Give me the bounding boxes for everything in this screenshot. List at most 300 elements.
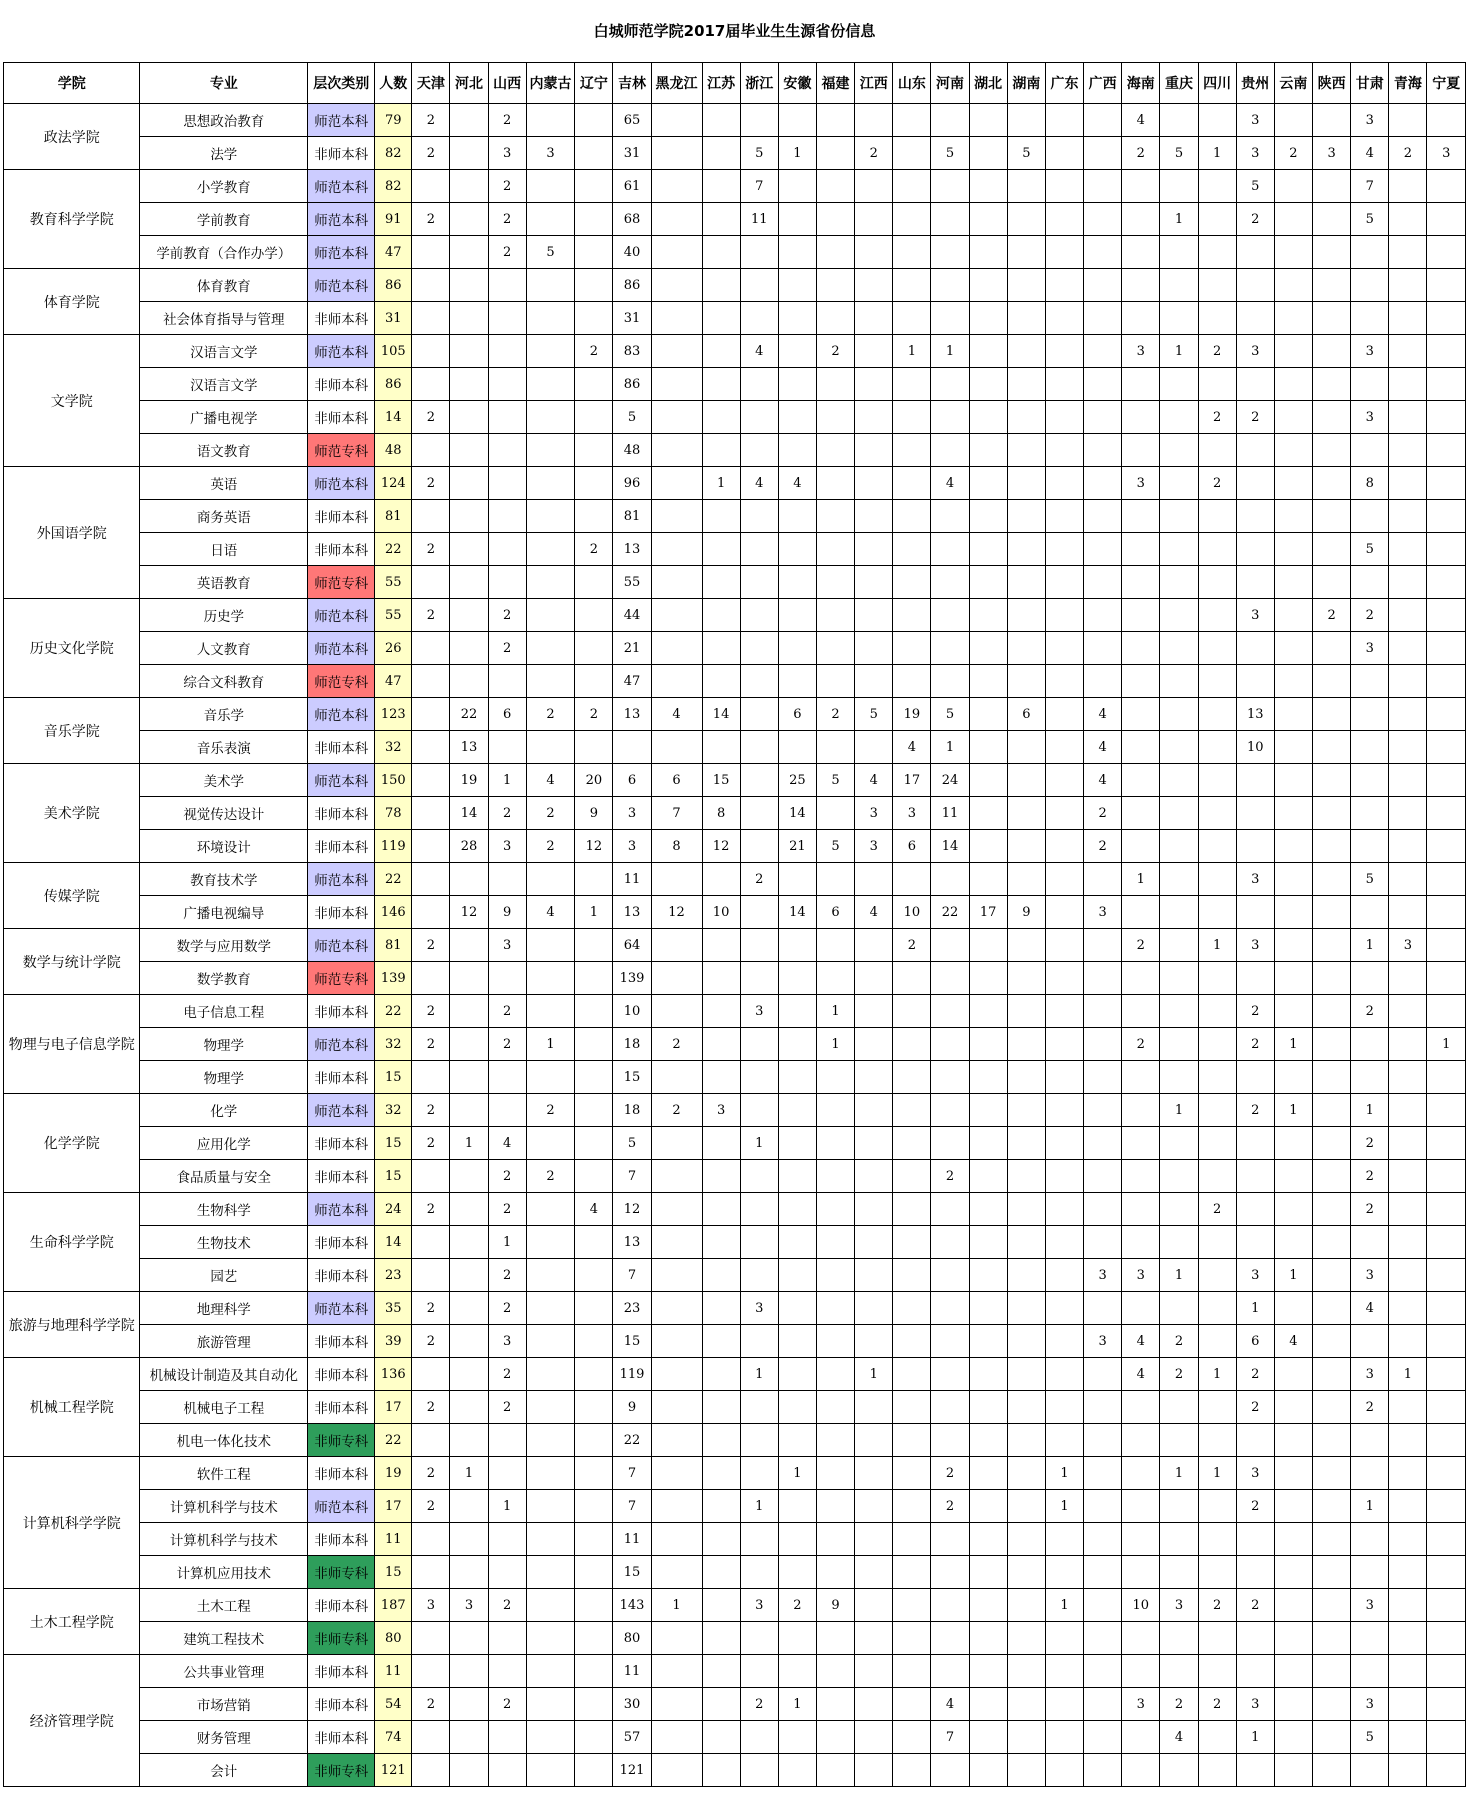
province-count-cell xyxy=(651,170,702,203)
province-count-cell xyxy=(651,434,702,467)
province-count-cell xyxy=(1274,599,1312,632)
province-count-cell xyxy=(1122,434,1160,467)
province-count-cell xyxy=(1274,962,1312,995)
level-badge: 师范本科 xyxy=(308,467,375,500)
table-row xyxy=(4,929,1466,962)
province-count-cell xyxy=(1045,1292,1083,1325)
province-count-cell: 139 xyxy=(613,962,651,995)
province-count-cell xyxy=(893,1061,931,1094)
province-count-cell xyxy=(1198,995,1236,1028)
province-count-cell xyxy=(1351,731,1389,764)
province-count-cell xyxy=(969,500,1007,533)
province-count-cell xyxy=(1045,401,1083,434)
province-count-cell xyxy=(1236,797,1274,830)
province-count-cell xyxy=(1084,1424,1122,1457)
province-count-cell xyxy=(1389,566,1427,599)
province-count-cell xyxy=(1198,1259,1236,1292)
province-count-cell xyxy=(1427,401,1466,434)
province-count-cell xyxy=(893,1688,931,1721)
major-cell: 法学 xyxy=(140,137,308,170)
province-count-cell xyxy=(1160,401,1198,434)
province-count-cell xyxy=(1427,236,1466,269)
major-cell: 物理学 xyxy=(140,1061,308,1094)
province-count-cell xyxy=(1427,467,1466,500)
province-count-cell xyxy=(702,1622,740,1655)
province-count-cell xyxy=(702,1655,740,1688)
province-count-cell xyxy=(1427,830,1466,863)
province-count-cell xyxy=(931,1061,969,1094)
table-row xyxy=(4,1226,1466,1259)
province-count-cell xyxy=(450,1193,488,1226)
province-count-cell xyxy=(1045,533,1083,566)
province-count-cell: 11 xyxy=(613,863,651,896)
province-count-cell xyxy=(1274,566,1312,599)
province-count-cell: 47 xyxy=(613,665,651,698)
province-count-cell xyxy=(651,1721,702,1754)
province-count-cell xyxy=(651,335,702,368)
table-row xyxy=(4,533,1466,566)
province-count-cell xyxy=(893,137,931,170)
province-count-cell xyxy=(1122,401,1160,434)
province-count-cell xyxy=(778,104,816,137)
province-count-cell xyxy=(1084,368,1122,401)
province-count-cell xyxy=(651,632,702,665)
province-count-cell xyxy=(969,764,1007,797)
province-count-cell xyxy=(1160,929,1198,962)
province-count-cell xyxy=(1122,599,1160,632)
province-count-cell xyxy=(1198,1160,1236,1193)
count-cell: 119 xyxy=(375,830,412,863)
province-count-cell xyxy=(1122,566,1160,599)
province-count-cell xyxy=(969,1721,1007,1754)
province-count-cell xyxy=(1389,1028,1427,1061)
province-count-cell: 4 xyxy=(1351,137,1389,170)
province-count-cell: 12 xyxy=(613,1193,651,1226)
province-count-cell xyxy=(1389,434,1427,467)
count-cell: 79 xyxy=(375,104,412,137)
province-count-cell xyxy=(1313,368,1351,401)
province-count-cell: 3 xyxy=(1389,929,1427,962)
province-count-cell: 3 xyxy=(1122,467,1160,500)
province-count-cell xyxy=(1007,170,1045,203)
province-count-cell xyxy=(1236,896,1274,929)
province-count-cell xyxy=(1007,1655,1045,1688)
province-count-cell: 2 xyxy=(488,1028,526,1061)
province-count-cell xyxy=(526,1457,575,1490)
province-count-cell: 2 xyxy=(488,797,526,830)
province-count-cell xyxy=(893,302,931,335)
level-badge: 师范专科 xyxy=(308,434,375,467)
province-count-cell xyxy=(1427,566,1466,599)
province-count-cell xyxy=(1274,335,1312,368)
province-count-cell xyxy=(1236,830,1274,863)
province-count-cell xyxy=(778,929,816,962)
province-count-cell xyxy=(816,1127,854,1160)
province-count-cell xyxy=(1389,1226,1427,1259)
province-count-cell xyxy=(1198,830,1236,863)
count-cell: 48 xyxy=(375,434,412,467)
table-row xyxy=(4,1028,1466,1061)
province-count-cell: 2 xyxy=(1160,1688,1198,1721)
province-count-cell xyxy=(969,632,1007,665)
province-count-cell xyxy=(1313,467,1351,500)
province-count-cell xyxy=(740,500,778,533)
province-count-cell xyxy=(816,170,854,203)
province-count-cell xyxy=(1427,797,1466,830)
province-count-cell: 22 xyxy=(613,1424,651,1457)
province-count-cell xyxy=(1389,599,1427,632)
province-count-cell: 5 xyxy=(1351,1721,1389,1754)
level-badge: 非师本科 xyxy=(308,731,375,764)
province-count-cell xyxy=(778,434,816,467)
province-count-cell xyxy=(702,995,740,1028)
level-badge: 非师专科 xyxy=(308,1424,375,1457)
province-count-cell: 1 xyxy=(1274,1094,1312,1127)
province-count-cell xyxy=(893,1193,931,1226)
province-count-cell: 2 xyxy=(1351,1193,1389,1226)
province-count-cell xyxy=(1045,1721,1083,1754)
level-badge: 非师专科 xyxy=(308,1622,375,1655)
province-count-cell xyxy=(740,632,778,665)
province-count-cell xyxy=(1198,302,1236,335)
province-count-cell xyxy=(1198,1028,1236,1061)
province-count-cell xyxy=(778,1061,816,1094)
level-badge: 师范本科 xyxy=(308,269,375,302)
province-count-cell xyxy=(1122,830,1160,863)
province-count-cell xyxy=(1198,434,1236,467)
province-count-cell xyxy=(1045,830,1083,863)
province-count-cell xyxy=(893,1754,931,1787)
province-count-cell xyxy=(702,1391,740,1424)
province-count-cell: 2 xyxy=(488,1292,526,1325)
province-count-cell xyxy=(1084,1721,1122,1754)
province-count-cell xyxy=(1274,929,1312,962)
province-count-cell xyxy=(1313,1424,1351,1457)
province-count-cell xyxy=(816,1325,854,1358)
province-count-cell: 13 xyxy=(1236,698,1274,731)
table-row xyxy=(4,269,1466,302)
province-count-cell xyxy=(778,1028,816,1061)
table-row xyxy=(4,1061,1466,1094)
province-count-cell xyxy=(1198,269,1236,302)
province-count-cell xyxy=(1274,104,1312,137)
province-count-cell: 13 xyxy=(613,698,651,731)
province-count-cell xyxy=(412,302,450,335)
province-count-cell xyxy=(450,1556,488,1589)
province-count-cell xyxy=(1313,401,1351,434)
major-cell: 音乐学 xyxy=(140,698,308,731)
province-count-cell: 2 xyxy=(1198,1193,1236,1226)
province-count-cell xyxy=(816,599,854,632)
level-badge: 师范本科 xyxy=(308,764,375,797)
province-count-cell: 4 xyxy=(526,896,575,929)
province-count-cell: 7 xyxy=(931,1721,969,1754)
level-badge: 师范专科 xyxy=(308,962,375,995)
province-count-cell: 3 xyxy=(1236,335,1274,368)
table-row xyxy=(4,203,1466,236)
province-count-cell xyxy=(893,566,931,599)
province-count-cell xyxy=(855,1193,893,1226)
province-count-cell xyxy=(702,1259,740,1292)
major-cell: 建筑工程技术 xyxy=(140,1622,308,1655)
province-count-cell xyxy=(1389,665,1427,698)
province-count-cell xyxy=(1084,1358,1122,1391)
province-count-cell xyxy=(450,863,488,896)
province-count-cell xyxy=(1313,1028,1351,1061)
province-count-cell xyxy=(1274,1589,1312,1622)
province-count-cell xyxy=(1236,665,1274,698)
province-count-cell xyxy=(855,1061,893,1094)
province-count-cell: 4 xyxy=(855,896,893,929)
province-count-cell xyxy=(855,1292,893,1325)
province-count-cell xyxy=(1313,1556,1351,1589)
province-count-cell xyxy=(651,467,702,500)
province-count-cell xyxy=(1198,104,1236,137)
province-count-cell xyxy=(1198,896,1236,929)
province-count-cell xyxy=(931,1193,969,1226)
province-count-cell xyxy=(488,1556,526,1589)
province-count-cell: 2 xyxy=(1236,1094,1274,1127)
province-count-cell xyxy=(1045,764,1083,797)
province-count-cell: 2 xyxy=(651,1094,702,1127)
province-count-cell xyxy=(1389,335,1427,368)
table-row xyxy=(4,1193,1466,1226)
table-row xyxy=(4,236,1466,269)
province-count-cell xyxy=(575,500,613,533)
province-count-cell xyxy=(1007,401,1045,434)
province-count-cell: 2 xyxy=(1236,1490,1274,1523)
province-count-cell xyxy=(1160,170,1198,203)
table-row xyxy=(4,1094,1466,1127)
province-count-cell xyxy=(1007,1061,1045,1094)
province-count-cell xyxy=(1160,104,1198,137)
province-count-cell xyxy=(778,632,816,665)
major-cell: 园艺 xyxy=(140,1259,308,1292)
province-count-cell: 4 xyxy=(651,698,702,731)
column-header: 重庆 xyxy=(1160,63,1198,104)
level-badge: 非师本科 xyxy=(308,896,375,929)
province-count-cell xyxy=(1045,434,1083,467)
major-cell: 环境设计 xyxy=(140,830,308,863)
province-count-cell xyxy=(893,1457,931,1490)
province-count-cell: 2 xyxy=(1351,599,1389,632)
province-count-cell xyxy=(1351,830,1389,863)
province-count-cell xyxy=(1045,995,1083,1028)
province-count-cell: 17 xyxy=(969,896,1007,929)
college-cell: 美术学院 xyxy=(4,764,140,863)
level-badge: 非师本科 xyxy=(308,368,375,401)
province-count-cell xyxy=(1007,1556,1045,1589)
province-count-cell xyxy=(702,1292,740,1325)
count-cell: 54 xyxy=(375,1688,412,1721)
province-count-cell xyxy=(1045,1259,1083,1292)
province-count-cell xyxy=(1313,1127,1351,1160)
province-count-cell xyxy=(1427,500,1466,533)
province-count-cell: 14 xyxy=(778,896,816,929)
province-count-cell: 10 xyxy=(893,896,931,929)
table-row xyxy=(4,1127,1466,1160)
province-count-cell xyxy=(1274,896,1312,929)
province-count-cell xyxy=(1007,962,1045,995)
major-cell: 日语 xyxy=(140,533,308,566)
province-count-cell xyxy=(1045,1622,1083,1655)
column-header: 人数 xyxy=(375,63,412,104)
province-count-cell xyxy=(1045,632,1083,665)
province-count-cell xyxy=(931,665,969,698)
column-header: 山东 xyxy=(893,63,931,104)
province-count-cell xyxy=(1045,1028,1083,1061)
province-count-cell xyxy=(816,1688,854,1721)
province-count-cell xyxy=(778,1721,816,1754)
level-badge: 非师本科 xyxy=(308,1457,375,1490)
province-count-cell: 2 xyxy=(412,1094,450,1127)
province-count-cell: 1 xyxy=(1198,929,1236,962)
province-count-cell xyxy=(931,500,969,533)
province-count-cell xyxy=(450,533,488,566)
province-count-cell: 2 xyxy=(931,1160,969,1193)
province-count-cell xyxy=(702,236,740,269)
major-cell: 英语 xyxy=(140,467,308,500)
province-count-cell xyxy=(1007,1424,1045,1457)
province-count-cell xyxy=(1084,665,1122,698)
province-count-cell xyxy=(1198,1523,1236,1556)
province-count-cell xyxy=(488,1424,526,1457)
province-count-cell xyxy=(1160,566,1198,599)
level-badge: 师范本科 xyxy=(308,236,375,269)
table-row xyxy=(4,1160,1466,1193)
province-count-cell xyxy=(1160,632,1198,665)
province-count-cell xyxy=(412,500,450,533)
province-count-cell: 3 xyxy=(488,1325,526,1358)
province-count-cell: 15 xyxy=(613,1061,651,1094)
province-count-cell xyxy=(816,632,854,665)
province-count-cell xyxy=(575,1094,613,1127)
level-badge: 师范本科 xyxy=(308,599,375,632)
province-count-cell xyxy=(702,1358,740,1391)
province-count-cell xyxy=(778,962,816,995)
province-count-cell xyxy=(450,203,488,236)
province-count-cell xyxy=(651,1127,702,1160)
college-cell: 生命科学学院 xyxy=(4,1193,140,1292)
province-count-cell xyxy=(778,1160,816,1193)
major-cell: 机械电子工程 xyxy=(140,1391,308,1424)
province-count-cell xyxy=(893,1721,931,1754)
province-count-cell xyxy=(1007,1688,1045,1721)
province-count-cell xyxy=(526,1523,575,1556)
province-count-cell xyxy=(1236,236,1274,269)
province-count-cell xyxy=(855,1457,893,1490)
province-count-cell: 14 xyxy=(931,830,969,863)
province-count-cell xyxy=(575,632,613,665)
province-count-cell: 2 xyxy=(412,1391,450,1424)
column-header: 专业 xyxy=(140,63,308,104)
province-count-cell xyxy=(1084,1193,1122,1226)
count-cell: 23 xyxy=(375,1259,412,1292)
province-count-cell xyxy=(1274,1160,1312,1193)
province-count-cell xyxy=(893,500,931,533)
province-count-cell xyxy=(412,1259,450,1292)
province-count-cell xyxy=(702,1061,740,1094)
province-count-cell xyxy=(1427,1358,1466,1391)
college-cell: 物理与电子信息学院 xyxy=(4,995,140,1094)
province-count-cell xyxy=(1160,863,1198,896)
province-count-cell xyxy=(969,1391,1007,1424)
count-cell: 11 xyxy=(375,1523,412,1556)
province-count-cell: 3 xyxy=(450,1589,488,1622)
province-count-cell xyxy=(651,731,702,764)
province-count-cell: 2 xyxy=(1351,995,1389,1028)
province-count-cell xyxy=(931,368,969,401)
major-cell: 软件工程 xyxy=(140,1457,308,1490)
province-count-cell xyxy=(893,401,931,434)
province-count-cell: 23 xyxy=(613,1292,651,1325)
column-header: 山西 xyxy=(488,63,526,104)
province-count-cell xyxy=(1427,929,1466,962)
province-count-cell xyxy=(1160,236,1198,269)
province-count-cell xyxy=(1236,434,1274,467)
province-count-cell xyxy=(702,1325,740,1358)
province-count-cell xyxy=(1007,929,1045,962)
province-count-cell xyxy=(1351,896,1389,929)
province-count-cell: 1 xyxy=(1198,137,1236,170)
province-count-cell xyxy=(740,533,778,566)
province-count-cell: 5 xyxy=(855,698,893,731)
province-count-cell xyxy=(816,1754,854,1787)
province-count-cell xyxy=(816,1424,854,1457)
province-count-cell: 4 xyxy=(575,1193,613,1226)
province-count-cell: 11 xyxy=(931,797,969,830)
province-count-cell xyxy=(1122,1424,1160,1457)
province-count-cell xyxy=(1122,1490,1160,1523)
province-count-cell xyxy=(740,1457,778,1490)
province-count-cell xyxy=(816,269,854,302)
province-count-cell xyxy=(1160,1028,1198,1061)
province-count-cell xyxy=(778,368,816,401)
province-count-cell xyxy=(1274,401,1312,434)
province-count-cell: 3 xyxy=(1351,335,1389,368)
province-count-cell: 2 xyxy=(740,863,778,896)
province-count-cell: 61 xyxy=(613,170,651,203)
province-count-cell: 2 xyxy=(526,698,575,731)
province-count-cell xyxy=(488,1061,526,1094)
level-badge: 非师本科 xyxy=(308,1358,375,1391)
province-count-cell xyxy=(1427,1589,1466,1622)
province-count-cell: 2 xyxy=(931,1457,969,1490)
province-count-cell xyxy=(893,1028,931,1061)
province-count-cell: 1 xyxy=(1351,1094,1389,1127)
province-count-cell xyxy=(1045,1523,1083,1556)
province-count-cell xyxy=(1427,1457,1466,1490)
province-count-cell xyxy=(931,1094,969,1127)
province-count-cell: 1 xyxy=(1122,863,1160,896)
province-count-cell xyxy=(1007,104,1045,137)
province-count-cell xyxy=(893,1094,931,1127)
province-count-cell xyxy=(1313,1226,1351,1259)
province-count-cell xyxy=(1084,962,1122,995)
province-count-cell: 5 xyxy=(526,236,575,269)
province-count-cell xyxy=(651,566,702,599)
province-count-cell: 68 xyxy=(613,203,651,236)
province-count-cell xyxy=(651,665,702,698)
province-count-cell xyxy=(1007,1325,1045,1358)
province-count-cell: 1 xyxy=(1160,203,1198,236)
province-count-cell xyxy=(1351,236,1389,269)
column-header: 海南 xyxy=(1122,63,1160,104)
province-count-cell: 25 xyxy=(778,764,816,797)
province-count-cell xyxy=(1274,1391,1312,1424)
column-header: 安徽 xyxy=(778,63,816,104)
province-count-cell xyxy=(1313,863,1351,896)
